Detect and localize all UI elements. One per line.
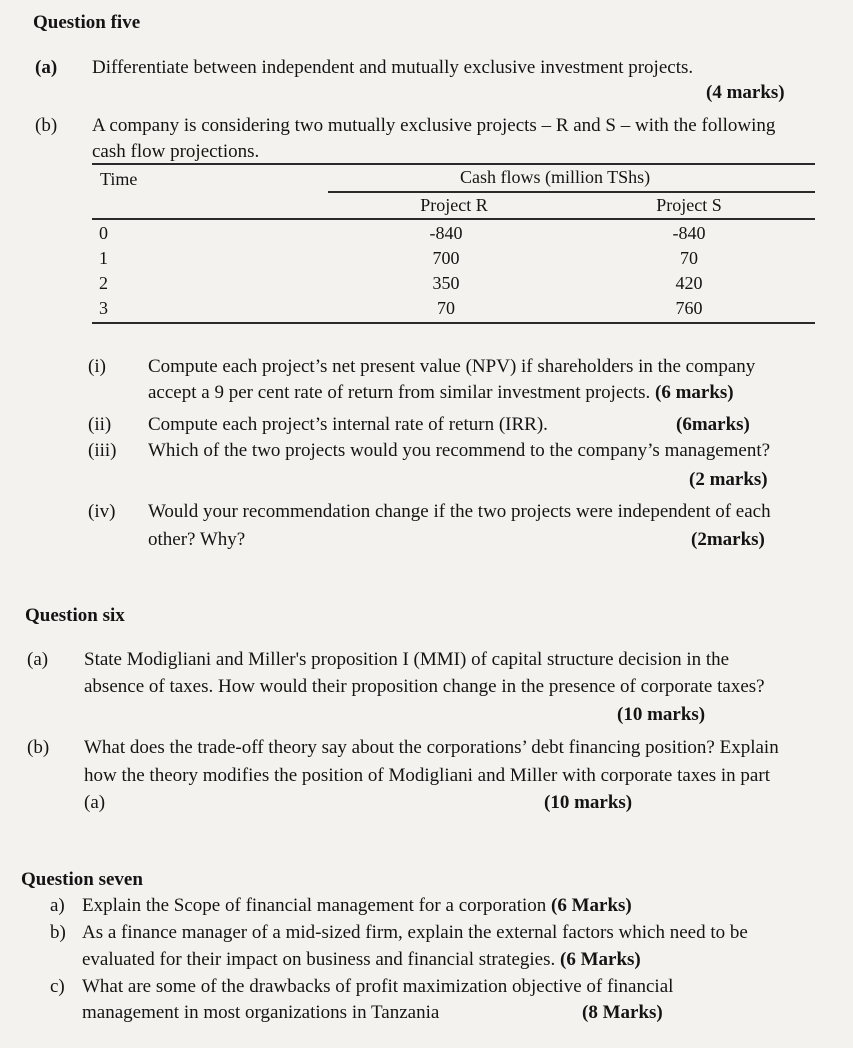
q5-ii-marks: (6marks) bbox=[676, 414, 750, 435]
question-seven-title: Question seven bbox=[21, 869, 143, 890]
q7-c-marks: (8 Marks) bbox=[582, 1002, 663, 1023]
q7-a-marks: (6 Marks) bbox=[551, 895, 632, 916]
table-cell-time: 3 bbox=[99, 298, 108, 318]
q5-a-marks: (4 marks) bbox=[706, 82, 785, 103]
q6-b-marks: (10 marks) bbox=[544, 792, 633, 813]
q5-iii-label: (iii) bbox=[88, 440, 117, 461]
q5-iii-marks: (2 marks) bbox=[689, 469, 768, 490]
question-five-title: Question five bbox=[33, 12, 141, 33]
q6-a-marks: (10 marks) bbox=[617, 704, 706, 725]
q7-a-text: Explain the Scope of financial management for a corporation bbox=[82, 895, 547, 916]
q7-b-marks: (6 Marks) bbox=[560, 949, 641, 970]
q7-c-line2: management in most organizations in Tanzania bbox=[82, 1002, 440, 1023]
q5-a-text: Differentiate between independent and mutually exclusive investment projects. bbox=[92, 57, 694, 78]
table-top-rule bbox=[92, 163, 815, 165]
table-cell-time: 2 bbox=[99, 273, 108, 293]
q6-b-label: (b) bbox=[27, 737, 50, 758]
table-cell-project-s: -840 bbox=[672, 223, 706, 243]
q5-b-line2: cash flow projections. bbox=[92, 141, 260, 162]
q7-b-line2 bbox=[82, 950, 641, 969]
table-header-cashflows: Cash flows (million TShs) bbox=[460, 167, 651, 187]
q7-a-label: a) bbox=[50, 895, 65, 916]
table-header-rule bbox=[92, 218, 815, 220]
table-cell-project-s: 760 bbox=[675, 298, 703, 318]
table-cell-project-s: 420 bbox=[675, 273, 703, 293]
table-col-project-r: Project R bbox=[420, 195, 488, 215]
q7-a-line bbox=[82, 896, 632, 915]
q6-b-line3: (a) bbox=[84, 792, 106, 813]
q6-a-line2: absence of taxes. How would their proposition change in the presence of corporate taxes? bbox=[84, 676, 765, 697]
q7-b-line1: As a finance manager of a mid-sized firm, explain the external factors which need to be bbox=[82, 922, 748, 943]
table-cell-time: 1 bbox=[99, 248, 108, 268]
table-cell-time: 0 bbox=[99, 223, 108, 243]
q7-c-line1: What are some of the drawbacks of profit maximization objective of financial bbox=[82, 976, 674, 997]
table-cell-project-r: 350 bbox=[432, 273, 460, 293]
table-cell-project-r: -840 bbox=[429, 223, 463, 243]
question-six-title: Question six bbox=[25, 605, 125, 626]
q5-iv-marks: (2marks) bbox=[691, 529, 765, 550]
q5-i-label: (i) bbox=[88, 356, 106, 377]
table-subheader-rule bbox=[328, 191, 815, 193]
q5-i-line2-text: accept a 9 per cent rate of return from similar investment projects. bbox=[148, 382, 651, 403]
q6-b-line1: What does the trade-off theory say about the corporations’ debt financing position? Explain bbox=[84, 737, 779, 758]
q5-iv-label: (iv) bbox=[88, 501, 116, 522]
q6-b-line2: how the theory modifies the position of Modigliani and Miller with corporate taxes in part bbox=[84, 765, 770, 786]
table-header-time: Time bbox=[100, 169, 138, 189]
q5-iii-text: Which of the two projects would you recommend to the company’s management? bbox=[148, 440, 771, 461]
q5-i-line2 bbox=[148, 383, 734, 402]
q6-a-label: (a) bbox=[27, 649, 49, 670]
q5-b-label: (b) bbox=[35, 115, 58, 136]
q7-b-label: b) bbox=[50, 922, 66, 943]
table-cell-project-s: 70 bbox=[680, 248, 698, 268]
q5-i-line1: Compute each project’s net present value (NPV) if shareholders in the company bbox=[148, 356, 756, 377]
table-cell-project-r: 700 bbox=[432, 248, 460, 268]
q7-c-label: c) bbox=[50, 976, 65, 997]
table-col-project-s: Project S bbox=[656, 195, 722, 215]
q5-a-label: (a) bbox=[35, 57, 58, 78]
q5-ii-label: (ii) bbox=[88, 414, 112, 435]
q6-a-line1: State Modigliani and Miller's proposition I (MMI) of capital structure decision in the bbox=[84, 649, 730, 670]
q5-iv-line2: other? Why? bbox=[148, 529, 246, 550]
table-bottom-rule bbox=[92, 322, 815, 324]
q7-b-line2-text: evaluated for their impact on business and financial strategies. bbox=[82, 949, 556, 970]
q5-ii-text: Compute each project’s internal rate of return (IRR). bbox=[148, 414, 548, 435]
table-cell-project-r: 70 bbox=[437, 298, 455, 318]
q5-b-line1: A company is considering two mutually exclusive projects – R and S – with the following bbox=[92, 115, 776, 136]
q5-i-marks: (6 marks) bbox=[655, 382, 734, 403]
q5-iv-line1: Would your recommendation change if the two projects were independent of each bbox=[148, 501, 771, 522]
